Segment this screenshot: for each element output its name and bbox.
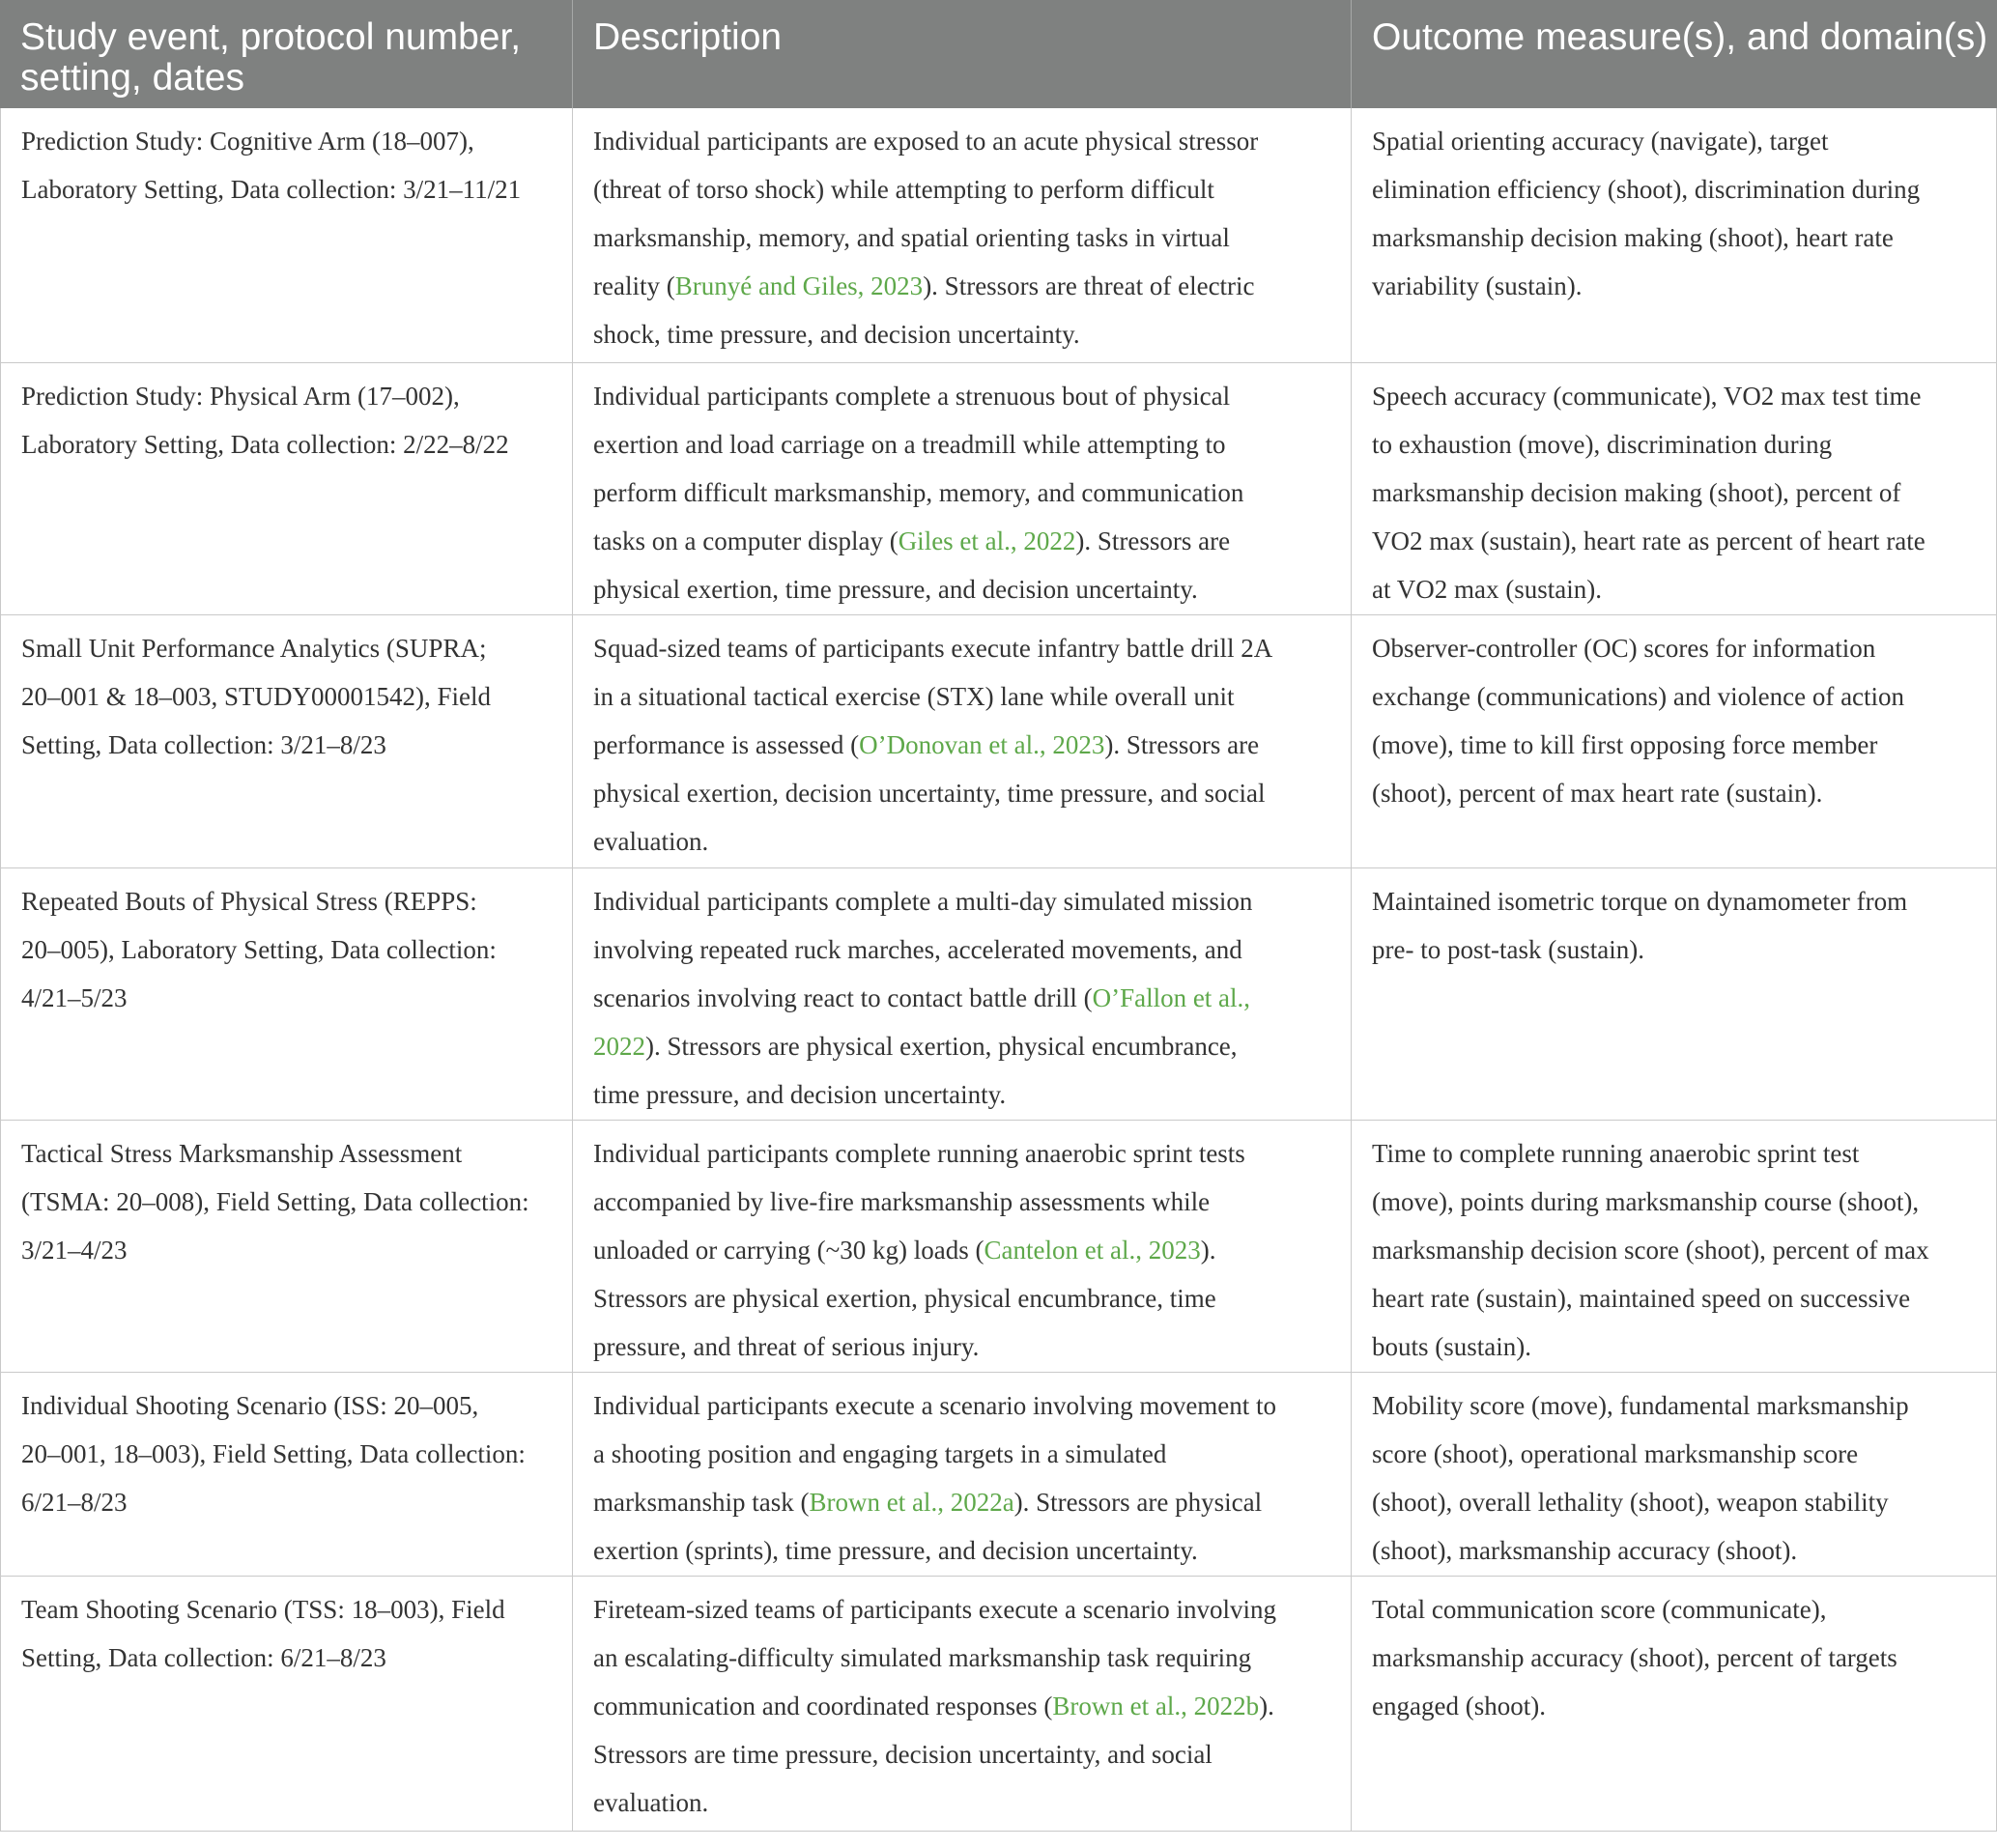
cell-outcome-measures xyxy=(1352,1373,1997,1577)
table-row xyxy=(0,1373,1997,1577)
text-line: variability (sustain). xyxy=(1372,271,1583,300)
header-text-line: Description xyxy=(593,16,783,58)
text-line: Individual participants complete running anaerobic sprint tests xyxy=(593,1139,1245,1168)
cell-study-event xyxy=(0,615,573,868)
table-row xyxy=(0,615,1997,868)
table-row xyxy=(0,1577,1997,1832)
text-line: 4/21–5/23 xyxy=(21,983,128,1012)
text-line: physical exertion, decision uncertainty, time pressure, and social xyxy=(593,779,1266,808)
text-line xyxy=(593,262,1255,310)
cell-outcome-measures xyxy=(1352,868,1997,1121)
text-line: an escalating-difficulty simulated marksmanship task requiring xyxy=(593,1643,1252,1672)
text-line: evaluation. xyxy=(593,827,709,856)
table-row xyxy=(0,868,1997,1121)
citation-link[interactable]: Brown et al., 2022b xyxy=(1052,1692,1260,1720)
text-segment: communication and coordinated responses ( xyxy=(593,1692,1053,1720)
text-line: score (shoot), operational marksmanship score xyxy=(1372,1439,1859,1468)
text-line: in a situational tactical exercise (STX) lane while overall unit xyxy=(593,682,1235,711)
text-line: Laboratory Setting, Data collection: 2/22–8/22 xyxy=(21,430,509,459)
citation-link[interactable]: Giles et al., 2022 xyxy=(898,526,1076,555)
text-line: to exhaustion (move), discrimination during xyxy=(1372,430,1833,459)
text-line: Time to complete running anaerobic sprint test xyxy=(1372,1139,1860,1168)
table-row xyxy=(0,1121,1997,1373)
text-line: Total communication score (communicate), xyxy=(1372,1595,1827,1624)
text-line: marksmanship decision making (shoot), heart rate xyxy=(1372,223,1894,252)
text-line: evaluation. xyxy=(593,1788,709,1817)
text-line: (shoot), marksmanship accuracy (shoot). xyxy=(1372,1536,1798,1565)
cell-description xyxy=(573,868,1352,1121)
text-line: Setting, Data collection: 3/21–8/23 xyxy=(21,730,386,759)
text-segment: ). Stressors are physical exertion, physical encumbrance, xyxy=(645,1032,1238,1061)
text-line: (move), time to kill first opposing force member xyxy=(1372,730,1878,759)
cell-description xyxy=(573,1577,1352,1832)
text-line: bouts (sustain). xyxy=(1372,1332,1531,1361)
citation-link[interactable]: 2022 xyxy=(593,1032,645,1061)
header-text-line: Study event, protocol number, xyxy=(20,16,522,58)
text-line: heart rate (sustain), maintained speed on successive xyxy=(1372,1284,1911,1313)
cell-study-event xyxy=(0,1577,573,1832)
text-line: 20–001, 18–003), Field Setting, Data collection: xyxy=(21,1439,526,1468)
text-line xyxy=(593,1022,1238,1070)
text-line: marksmanship decision making (shoot), percent of xyxy=(1372,478,1901,507)
text-segment: ). Stressors are xyxy=(1075,526,1231,555)
text-segment: marksmanship task ( xyxy=(593,1488,810,1517)
citation-link[interactable]: Cantelon et al., 2023 xyxy=(984,1236,1201,1265)
column-header-description xyxy=(573,0,1352,108)
text-line: accompanied by live-fire marksmanship assessments while xyxy=(593,1187,1211,1216)
table-row xyxy=(0,108,1997,363)
text-line: Small Unit Performance Analytics (SUPRA; xyxy=(21,634,487,663)
cell-outcome-measures xyxy=(1352,1577,1997,1832)
text-segment: ). xyxy=(1259,1692,1274,1720)
text-line xyxy=(593,517,1230,565)
text-line: at VO2 max (sustain). xyxy=(1372,575,1602,604)
text-segment: tasks on a computer display ( xyxy=(593,526,899,555)
text-line xyxy=(593,1478,1262,1526)
text-line: 20–005), Laboratory Setting, Data collection: xyxy=(21,935,497,964)
text-segment: ). Stressors are threat of electric xyxy=(923,271,1255,300)
text-line: exchange (communications) and violence of action xyxy=(1372,682,1905,711)
text-line: Tactical Stress Marksmanship Assessment xyxy=(21,1139,463,1168)
text-line: pre- to post-task (sustain). xyxy=(1372,935,1644,964)
header-row xyxy=(0,0,1997,108)
text-line: engaged (shoot). xyxy=(1372,1692,1546,1720)
cell-outcome-measures xyxy=(1352,615,1997,868)
text-line xyxy=(593,1682,1274,1730)
text-segment: ). xyxy=(1200,1236,1216,1265)
text-line xyxy=(593,974,1250,1022)
cell-description xyxy=(573,1121,1352,1373)
citation-link[interactable]: Brown et al., 2022a xyxy=(809,1488,1014,1517)
citation-link[interactable]: Brunyé and Giles, 2023 xyxy=(674,271,924,300)
text-line: involving repeated ruck marches, accelerated movements, and xyxy=(593,935,1242,964)
text-line: exertion (sprints), time pressure, and decision uncertainty. xyxy=(593,1536,1198,1565)
citation-link[interactable]: O’Donovan et al., 2023 xyxy=(859,730,1105,759)
cell-description xyxy=(573,1373,1352,1577)
text-line xyxy=(593,1226,1215,1274)
text-line: Maintained isometric torque on dynamometer from xyxy=(1372,887,1908,916)
cell-study-event xyxy=(0,868,573,1121)
text-line: 3/21–4/23 xyxy=(21,1236,128,1265)
table-row xyxy=(0,363,1997,615)
text-line: (TSMA: 20–008), Field Setting, Data collection: xyxy=(21,1187,529,1216)
text-line: (shoot), overall lethality (shoot), weapon stability xyxy=(1372,1488,1889,1517)
text-segment: ). Stressors are physical xyxy=(1013,1488,1263,1517)
column-header-study-event xyxy=(0,0,573,108)
text-line: marksmanship decision score (shoot), percent of max xyxy=(1372,1236,1929,1265)
text-line: marksmanship, memory, and spatial orienting tasks in virtual xyxy=(593,223,1230,252)
header-text-line: Outcome measure(s), and domain(s) xyxy=(1372,16,1988,58)
cell-outcome-measures xyxy=(1352,363,1997,615)
text-line: Squad-sized teams of participants execute infantry battle drill 2A xyxy=(593,634,1273,663)
text-line: 20–001 & 18–003, STUDY00001542), Field xyxy=(21,682,491,711)
cell-study-event xyxy=(0,1121,573,1373)
text-line: time pressure, and decision uncertainty. xyxy=(593,1080,1007,1109)
cell-description xyxy=(573,363,1352,615)
text-line: (threat of torso shock) while attempting to perform difficult xyxy=(593,175,1214,204)
text-line: Prediction Study: Physical Arm (17–002), xyxy=(21,382,460,411)
text-line: Mobility score (move), fundamental marksmanship xyxy=(1372,1391,1909,1420)
citation-link[interactable]: O’Fallon et al., xyxy=(1092,983,1251,1012)
text-line: Individual participants complete a strenuous bout of physical xyxy=(593,382,1231,411)
text-segment: unloaded or carrying (~30 kg) loads ( xyxy=(593,1236,984,1265)
text-line: Individual participants are exposed to an acute physical stressor xyxy=(593,127,1259,156)
text-line: elimination efficiency (shoot), discrimination during xyxy=(1372,175,1921,204)
text-line: Spatial orienting accuracy (navigate), target xyxy=(1372,127,1829,156)
text-line: Individual participants complete a multi-day simulated mission xyxy=(593,887,1253,916)
text-line: marksmanship accuracy (shoot), percent of targets xyxy=(1372,1643,1897,1672)
header-text-line: setting, dates xyxy=(20,57,244,99)
text-line: pressure, and threat of serious injury. xyxy=(593,1332,980,1361)
cell-description xyxy=(573,615,1352,868)
text-line: 6/21–8/23 xyxy=(21,1488,128,1517)
text-line: Stressors are time pressure, decision uncertainty, and social xyxy=(593,1740,1212,1769)
text-line: exertion and load carriage on a treadmill while attempting to xyxy=(593,430,1226,459)
text-line: Laboratory Setting, Data collection: 3/21–11/21 xyxy=(21,175,522,204)
cell-description xyxy=(573,108,1352,363)
text-line: (shoot), percent of max heart rate (sustain). xyxy=(1372,779,1823,808)
text-line: (move), points during marksmanship course (shoot), xyxy=(1372,1187,1920,1216)
text-segment: reality ( xyxy=(593,271,675,300)
cell-study-event xyxy=(0,363,573,615)
text-line: a shooting position and engaging targets in a simulated xyxy=(593,1439,1167,1468)
text-line: Team Shooting Scenario (TSS: 18–003), Field xyxy=(21,1595,505,1624)
cell-outcome-measures xyxy=(1352,1121,1997,1373)
text-line: shock, time pressure, and decision uncertainty. xyxy=(593,320,1080,349)
text-line xyxy=(593,721,1259,769)
text-line: Individual Shooting Scenario (ISS: 20–005, xyxy=(21,1391,479,1420)
text-line: Fireteam-sized teams of participants execute a scenario involving xyxy=(593,1595,1276,1624)
text-line: VO2 max (sustain), heart rate as percent of heart rate xyxy=(1372,526,1926,555)
text-line: Stressors are physical exertion, physical encumbrance, time xyxy=(593,1284,1216,1313)
column-header-outcome-measures xyxy=(1352,0,1997,108)
cell-outcome-measures xyxy=(1352,108,1997,363)
text-line: Repeated Bouts of Physical Stress (REPPS: xyxy=(21,887,477,916)
text-line: Speech accuracy (communicate), VO2 max test time xyxy=(1372,382,1922,411)
table-body xyxy=(0,108,1997,1832)
cell-study-event xyxy=(0,1373,573,1577)
text-line: Prediction Study: Cognitive Arm (18–007), xyxy=(21,127,474,156)
text-line: physical exertion, time pressure, and decision uncertainty. xyxy=(593,575,1198,604)
text-line: Individual participants execute a scenario involving movement to xyxy=(593,1391,1277,1420)
text-line: Observer-controller (OC) scores for information xyxy=(1372,634,1876,663)
text-segment: performance is assessed ( xyxy=(593,730,860,759)
cell-study-event xyxy=(0,108,573,363)
text-segment: ). Stressors are xyxy=(1104,730,1260,759)
text-line: perform difficult marksmanship, memory, and communication xyxy=(593,478,1244,507)
text-line: Setting, Data collection: 6/21–8/23 xyxy=(21,1643,386,1672)
text-segment: scenarios involving react to contact battle drill ( xyxy=(593,983,1093,1012)
